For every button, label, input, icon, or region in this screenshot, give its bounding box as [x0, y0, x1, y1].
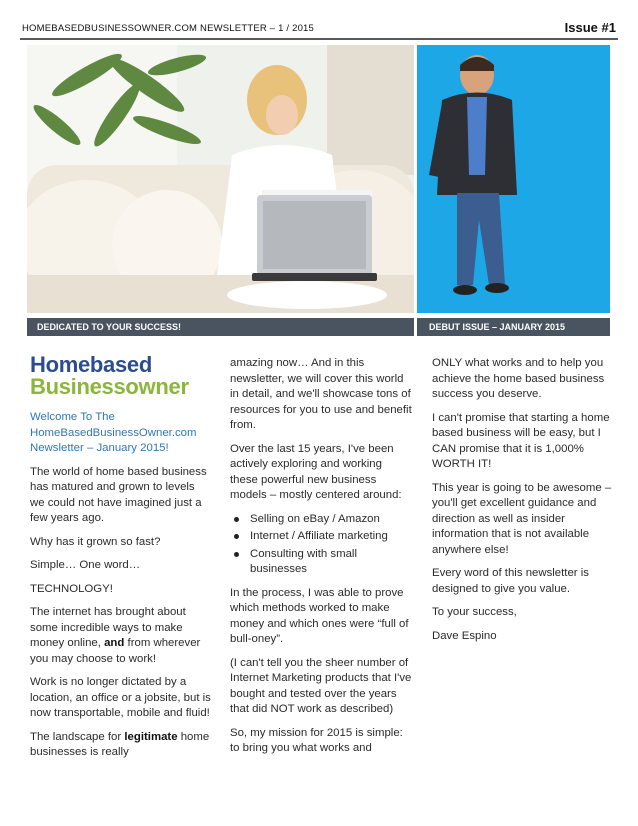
column-1 [30, 354, 212, 769]
paragraph: ONLY what works and to help you achieve the home based business success you deserve. [432, 357, 605, 400]
list-item [230, 547, 412, 578]
logo-text-homebased: Homebased [30, 352, 153, 377]
author-photo [417, 45, 610, 313]
text-run: home businesses is really [30, 730, 210, 758]
emphasis-text: and [104, 637, 125, 649]
paragraph: Why has it grown so fast? [30, 535, 161, 548]
tagline-bar: DEDICATED TO YOUR SUCCESS! [27, 318, 414, 336]
bullet-icon [234, 534, 239, 539]
list-item-text: Consulting with small businesses [250, 547, 357, 575]
paragraph: Simple… One word… [30, 559, 141, 571]
sign-off: To your success, [432, 606, 517, 618]
newsletter-header-title: HOMEBASEDBUSINESSOWNER.COM NEWSLETTER – 1 / 2015 [22, 23, 315, 34]
list-item [230, 512, 412, 528]
paragraph: In the process, I was able to prove which methods worked to make money and which ones were “full of bull-oney”. [230, 586, 409, 645]
bullet-list [230, 512, 412, 578]
text-run: The landscape for [30, 730, 125, 743]
paragraph: So, my mission for 2015 is simple: to bring you what works and [230, 726, 403, 754]
welcome-heading: Welcome To The HomeBasedBusinessOwner.com Newsletter – January 2015! [30, 411, 197, 454]
column-3 [432, 356, 612, 652]
paragraph: Every word of this newsletter is designed to give you value. [432, 567, 589, 595]
list-item-text: Selling on eBay / Amazon [250, 512, 380, 525]
emphasis-text: legitimate [124, 730, 178, 743]
header-rule [20, 38, 618, 40]
woman-laptop-photo [27, 45, 414, 313]
list-item-text: Internet / Affiliate marketing [250, 530, 388, 542]
text-run: The internet has brought about some incredible ways to make money online, [30, 606, 186, 649]
paragraph: The world of home based business has matured and grown to levels we could not have imagined just a few years ago. [30, 465, 207, 524]
bullet-icon [234, 517, 239, 522]
issue-date-bar: DEBUT ISSUE – JANUARY 2015 [417, 318, 610, 336]
list-item [230, 529, 412, 545]
column-2 [230, 356, 412, 765]
paragraph [30, 730, 212, 761]
author-name: Dave Espino [432, 629, 497, 642]
logo-text-businessowner: Businessowner [30, 374, 189, 399]
paragraph: This year is going to be awesome – you'll get excellent guidance and direction as well as insider information that is not available anywhere else! [432, 481, 612, 556]
paragraph: TECHNOLOGY! [30, 582, 113, 595]
bullet-icon [234, 552, 239, 557]
paragraph: (I can't tell you the sheer number of Internet Marketing products that I've bought and tested over the years that did NOT work as described) [230, 656, 412, 715]
issue-number: Issue #1 [564, 20, 616, 35]
paragraph: Over the last 15 years, I've been actively exploring and working these powerful new business models – mostly centered around: [230, 442, 402, 501]
text-run: from wherever you may choose to work! [30, 637, 201, 665]
paragraph: Work is no longer dictated by a location, an office or a jobsite, but is now transportable, mobile and fluid! [30, 676, 211, 719]
paragraph [30, 605, 212, 667]
brand-logo [30, 354, 212, 398]
paragraph: I can't promise that starting a home based business will be easy, but I CAN promise that it is 1,000% WORTH IT! [432, 411, 610, 470]
paragraph: amazing now… And in this newsletter, we will cover this world in detail, and we'll showcase tons of resources for you to use and benefit from. [230, 357, 412, 431]
